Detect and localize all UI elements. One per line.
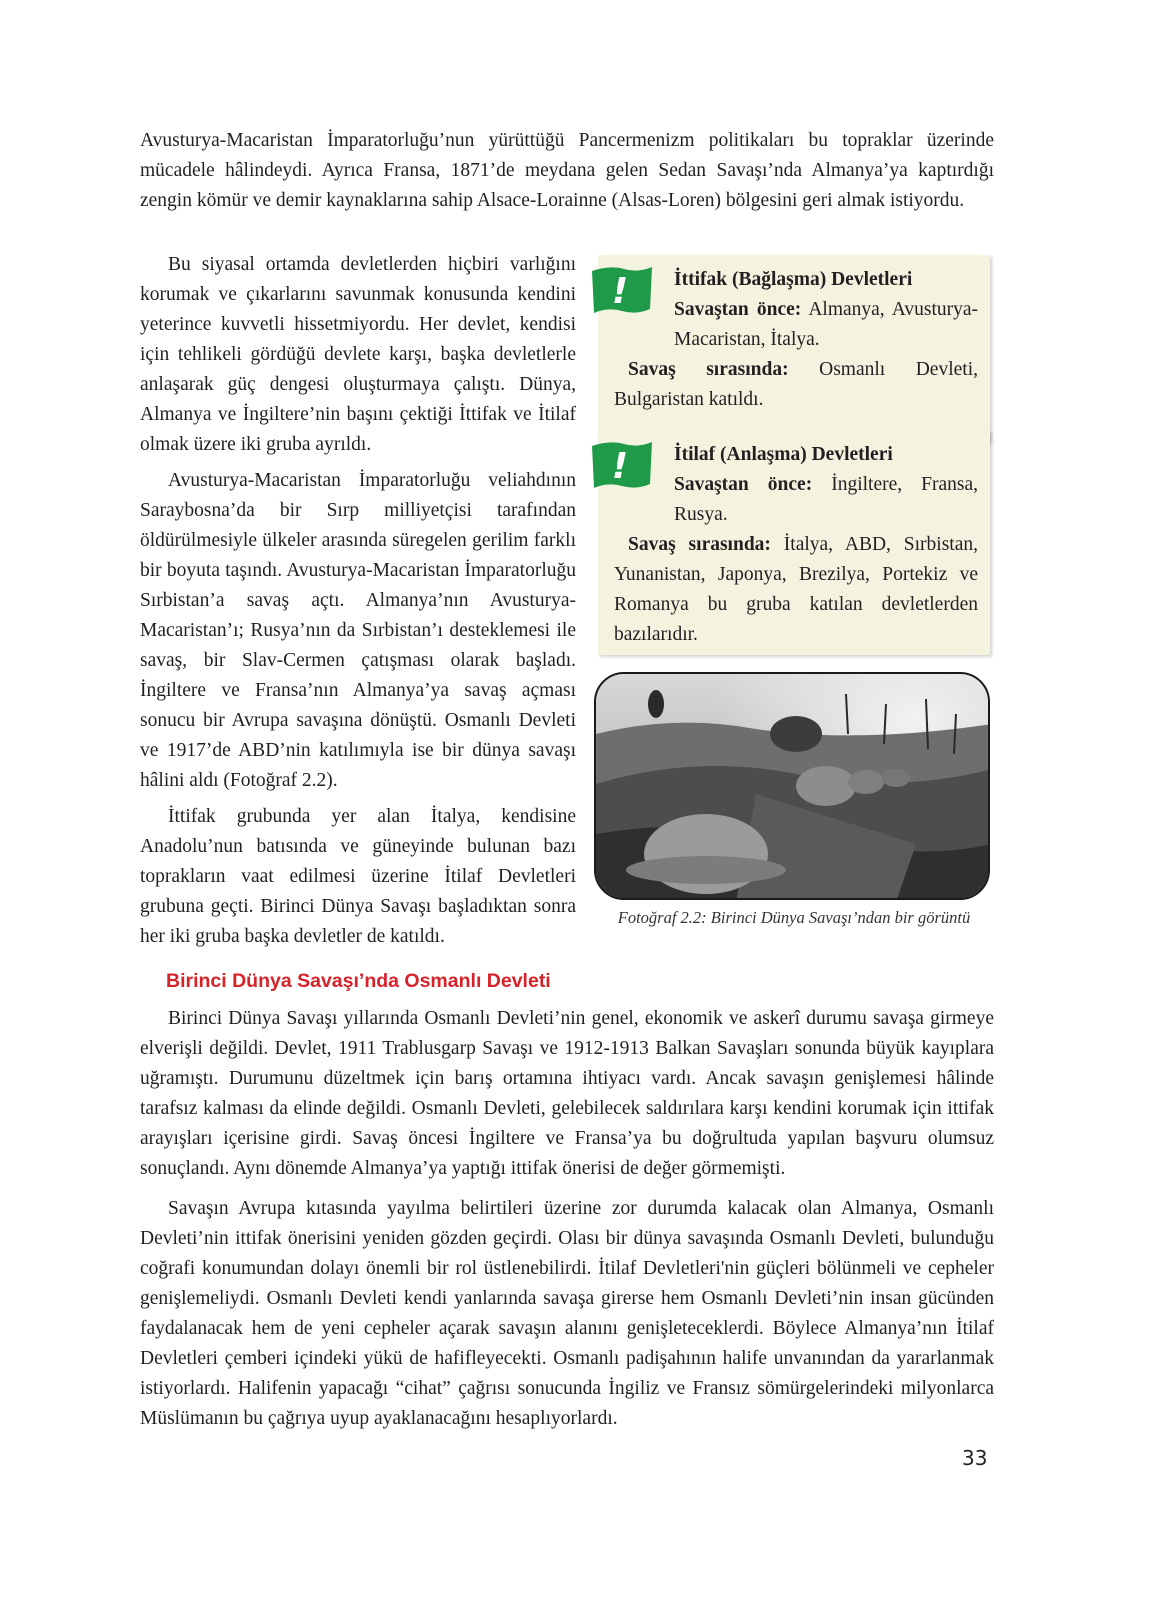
intro-paragraph: Avusturya-Macaristan İmparatorluğu’nun yürüttüğü Pancermenizm politikaları bu topraklar üzerinde mücadele hâlindeydi. Ayrıca Fransa, 1871’de meydana gelen Sedan Savaşı’nda Almanya’ya kaptırdığı zengin kömür ve demir kaynaklarına sahip Alsace-Lorainne (Alsas-Loren) bölgesini geri almak istiyordu. — [140, 130, 994, 211]
trench-photo — [594, 672, 990, 900]
exclamation-flag-icon — [590, 263, 654, 319]
svg-text:!: ! — [611, 446, 629, 487]
box-before-war: Savaştan önce: Almanya, Avusturya-Macaristan, İtalya. — [674, 299, 978, 350]
paragraph-sarajevo: Avusturya-Macaristan İmparatorluğu veliahdının Saraybosna’da bir Sırp milliyetçisi tarafından öldürülmesiyle ülkeler arasında süregelen gerilim farklı bir boyuta taşındı. Avusturya-Macaristan İmparatorluğu Sırbistan’a savaş açtı. Almanya’nın Avusturya-Macaristan’ı; Rusya’nın da Sırbistan’ı desteklemesi ile savaş, bir Slav-Cermen çatışması olarak başladı. İngiltere ve Fransa’nın Almanya’ya savaş açması sonucu bir Avrupa savaşına dönüştü. Osmanlı Devleti ve 1917’de ABD’nin katılımıyla ise bir dünya savaşı hâlini aldı (Fotoğraf 2.2). — [140, 470, 576, 791]
section-heading: Birinci Dünya Savaşı’nda Osmanlı Devleti — [166, 970, 551, 992]
photo-caption: Fotoğraf 2.2: Birinci Dünya Savaşı’ndan bir görüntü — [617, 908, 971, 927]
exclamation-flag-icon — [590, 438, 654, 494]
box-before-war: Savaştan önce: İngiltere, Fransa, Rusya. — [674, 474, 979, 525]
box-during-war: Savaş sırasında: Osmanlı Devleti, Bulgaristan katıldı. — [614, 359, 978, 410]
paragraph-italy: İttifak grubunda yer alan İtalya, kendisine Anadolu’nun batısında ve güneyinde bulunan bazı toprakların vaat edilmesi üzerine İtilaf Devletleri grubuna geçti. Birinci Dünya Savaşı başladıktan sonra her iki gruba başka devletler de katıldı. — [140, 806, 576, 947]
svg-text:!: ! — [611, 271, 629, 312]
box-during-war: Savaş sırasında: İtalya, ABD, Sırbistan, Yunanistan, Japonya, Brezilya, Portekiz ve Romanya bu gruba katılan devletlerden bazılarıdır. — [614, 534, 978, 645]
section-paragraph-2: Savaşın Avrupa kıtasında yayılma belirtileri üzerine zor durumda kalacak olan Almanya, Osmanlı Devleti’nin ittifak önerisini yeniden gözden geçirdi. Olası bir dünya savaşında Osmanlı Devleti, bulunduğu coğrafi konumundan dolayı önemli bir rol üstlenebilirdi. İtilaf Devletleri'nin güçleri bölünmeli ve cepheler genişlemeliydi. Osmanlı Devleti kendi yanlarında savaşa girerse hem Osmanlı Devleti’nin insan gücünden faydalanacak hem de yeni cepheler açarak savaşın alanını genişleteceklerdi. Böylece Almanya’nın İtilaf Devletleri çemberi içindeki yükü de hafifleyecekti. Osmanlı padişahının halife unvanından da yararlanmak istiyorlardı. Halifenin yapacağı “cihat” çağrısı sonucunda İngiliz ve Fransız sömürgelerindeki milyonlarca Müslümanın bu çağrıya uyup ayaklanacağını hesaplıyorlardı. — [140, 1198, 994, 1429]
info-box-entente-powers — [598, 430, 990, 655]
section-paragraph-1: Birinci Dünya Savaşı yıllarında Osmanlı Devleti’nin genel, ekonomik ve askerî durumu savaşa girmeye elverişli değildi. Devlet, 1911 Trablusgarp Savaşı ve 1912-1913 Balkan Savaşları sonunda büyük kayıplara uğramıştı. Durumunu düzeltmek için barış ortamına ihtiyacı vardı. Ancak savaşın genişlemesi hâlinde tarafsız kalması da elinde değildi. Osmanlı Devleti, gelebilecek saldırılara karşı kendini korumak için ittifak arayışları içerisine girdi. Savaş öncesi İngiltere ve Fransa’ya bu doğrultuda yapılan başvuru olumsuz sonuçlandı. Aynı dönemde Almanya’ya yaptığı ittifak önerisi de değer görmemişti. — [140, 1008, 994, 1179]
page-number: 33 — [962, 1446, 988, 1470]
box-title: İttifak (Bağlaşma) Devletleri — [674, 269, 913, 290]
info-box-central-powers — [598, 255, 990, 443]
box-title: İtilaf (Anlaşma) Devletleri — [674, 444, 893, 465]
trench-photo-illustration — [596, 674, 990, 900]
paragraph-balance-of-power: Bu siyasal ortamda devletlerden hiçbiri varlığını korumak ve çıkarlarını savunmak konusunda kendini yeterince kuvvetli hissetmiyordu. Her devlet, kendisi için tehlikeli gördüğü devlete karşı, başka devletlerle anlaşarak güç dengesi oluşturmaya çalıştı. Dünya, Almanya ve İngiltere’nin başını çektiği İttifak ve İtilaf olmak üzere iki gruba ayrıldı. — [140, 254, 576, 455]
left-column — [140, 250, 576, 958]
